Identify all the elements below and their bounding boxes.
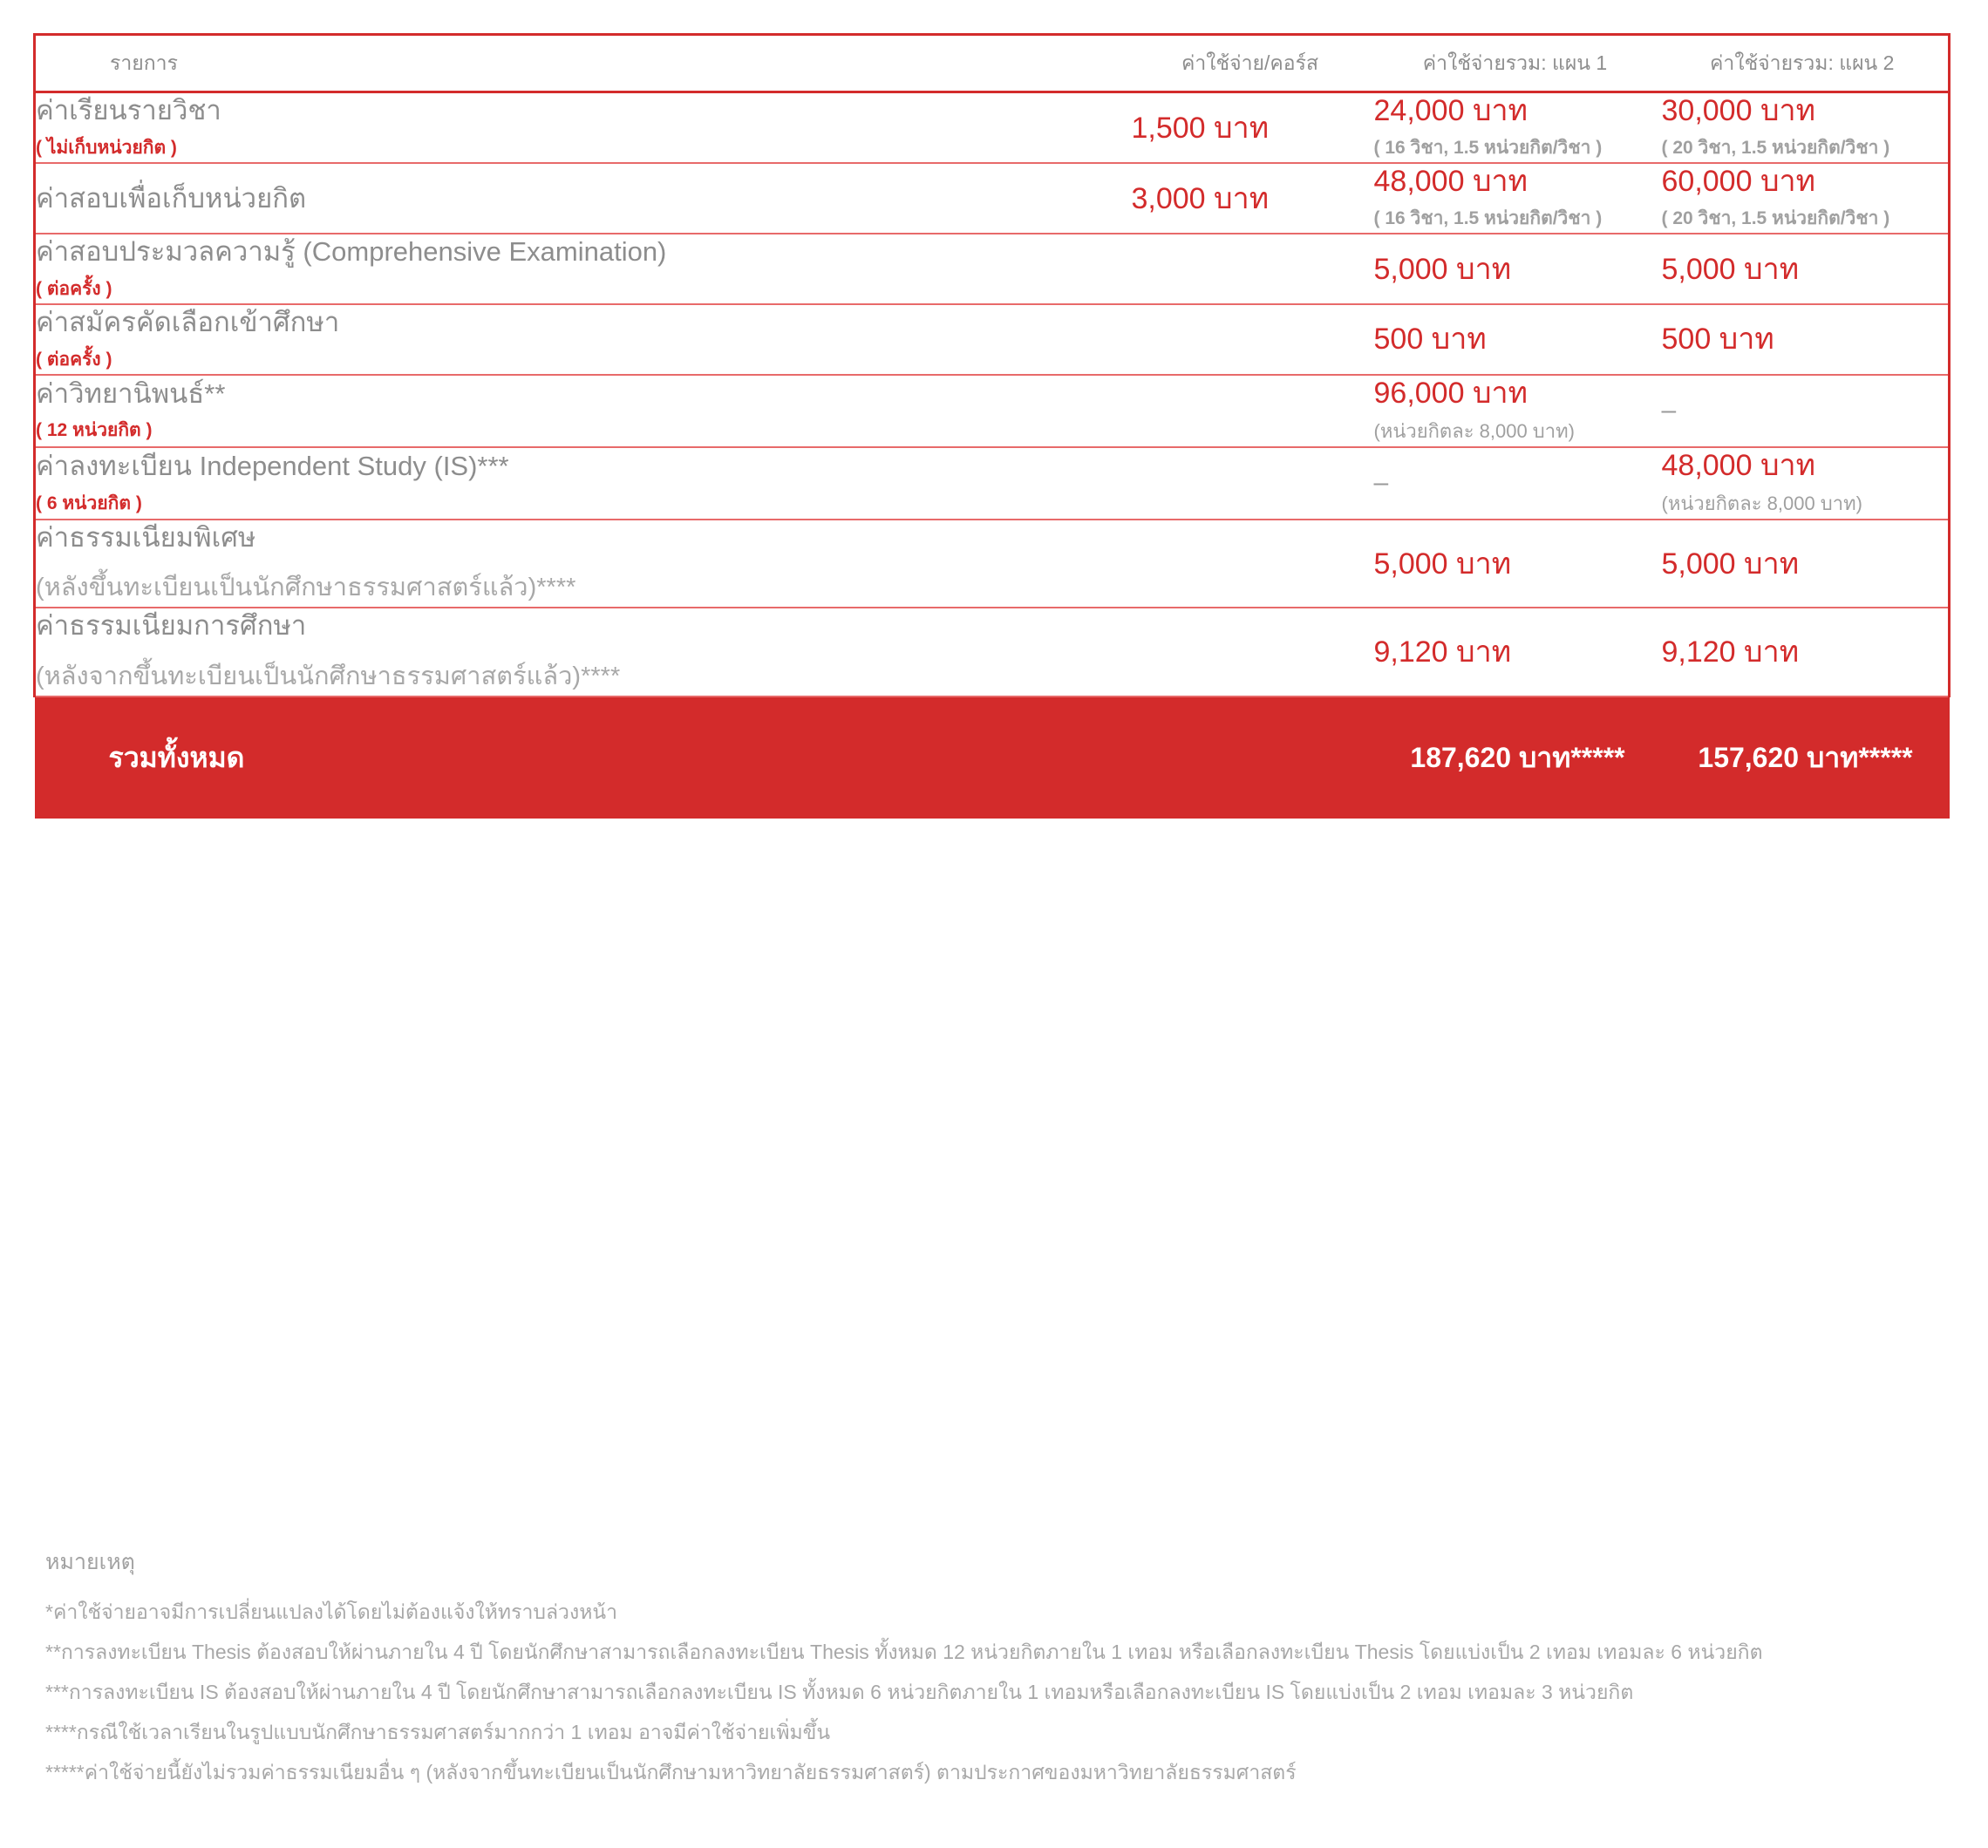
row-item-title: ค่าสอบประมวลความรู้ (Comprehensive Examination) (36, 236, 667, 268)
table-row (35, 447, 1950, 520)
row-plan1-cell (1374, 520, 1662, 608)
row-plan2-value: 9,120 บาท (1661, 635, 1800, 669)
row-plan1-cell (1374, 608, 1662, 696)
total-plan1-cell (1374, 696, 1662, 819)
row-item-title: ค่าลงทะเบียน Independent Study (IS)*** (36, 450, 509, 481)
row-plan2-value: 5,000 บาท (1661, 547, 1800, 581)
table-row (35, 92, 1950, 164)
header-cell-plan2 (1662, 35, 1950, 92)
tuition-fee-table (33, 33, 1951, 819)
row-per-course-cell (1132, 304, 1374, 375)
row-plan2-note: ( 20 วิชา, 1.5 หน่วยกิต/วิชา ) (1661, 208, 1890, 229)
row-plan2-note: (หน่วยกิตละ 8,000 บาท) (1661, 492, 1862, 514)
table-row (35, 520, 1950, 608)
row-plan1-value: 5,000 บาท (1373, 547, 1512, 581)
header-label-item: รายการ (110, 51, 178, 74)
total-row (35, 696, 1950, 819)
table-row (35, 304, 1950, 375)
row-plan2-cell (1662, 608, 1950, 696)
row-plan2-cell (1662, 304, 1950, 375)
row-item-cell (35, 608, 1132, 696)
row-item-title: ค่าสอบเพื่อเก็บหน่วยกิต (36, 182, 307, 214)
row-plan2-cell (1662, 447, 1950, 520)
row-item-subtitle: (หลังขึ้นทะเบียนเป็นนักศึกษาธรรมศาสตร์แล้ว)**** (36, 574, 576, 602)
row-plan1-note: ( 16 วิชา, 1.5 หน่วยกิต/วิชา ) (1373, 208, 1603, 229)
row-item-subtitle: ( 12 หน่วยกิต ) (36, 420, 153, 441)
row-item-cell (35, 304, 1132, 375)
row-plan2-value: – (1661, 396, 1677, 425)
row-item-subtitle: ( 6 หน่วยกิต ) (36, 493, 142, 513)
row-per-course-cell (1132, 92, 1374, 164)
row-plan1-note: (หน่วยกิตละ 8,000 บาท) (1373, 419, 1575, 442)
row-plan2-value: 500 บาท (1661, 323, 1774, 357)
row-plan2-value: 5,000 บาท (1661, 252, 1800, 286)
row-plan1-cell (1374, 92, 1662, 164)
row-item-title: ค่าธรรมเนียมพิเศษ (36, 521, 256, 553)
row-plan1-cell (1374, 234, 1662, 304)
total-plan1-value: 187,620 บาท***** (1410, 742, 1625, 774)
row-plan2-value: 48,000 บาท (1661, 448, 1816, 482)
table-row (35, 608, 1950, 696)
row-plan2-value: 60,000 บาท (1661, 165, 1816, 199)
row-plan1-value: 5,000 บาท (1373, 252, 1512, 286)
row-per-course-cell (1132, 520, 1374, 608)
note-line-2: **การลงทะเบียน Thesis ต้องสอบให้ผ่านภายใน 4 ปี โดยนักศึกษาสามารถเลือกลงทะเบียน Thesis ทั้งหมด 12 หน่วยกิตภายใน 1 เทอม หรือเลือกลงทะเบียน Thesis โดยแบ่งเป็น 2 เทอม เทอมละ 6 หน่วยกิต (45, 1641, 1763, 1663)
row-per-course-value: 1,500 บาท (1131, 111, 1270, 145)
total-per-course-cell (1132, 696, 1374, 819)
header-cell-plan1 (1374, 35, 1662, 92)
row-plan2-value: 30,000 บาท (1661, 94, 1816, 127)
row-item-cell (35, 447, 1132, 520)
row-plan1-cell (1374, 163, 1662, 234)
row-plan2-cell (1662, 92, 1950, 164)
note-line-4: ****กรณีใช้เวลาเรียนในรูปแบบนักศึกษาธรรมศาสตร์มากกว่า 1 เทอม อาจมีค่าใช้จ่ายเพิ่มขึ้น (45, 1721, 831, 1743)
total-plan2-cell (1662, 696, 1950, 819)
total-label-cell (35, 696, 1132, 819)
row-plan2-note: ( 20 วิชา, 1.5 หน่วยกิต/วิชา ) (1661, 138, 1890, 159)
notes-section (45, 1545, 1946, 1803)
header-label-plan1: ค่าใช้จ่ายรวม: แผน 1 (1422, 51, 1608, 74)
row-per-course-value: 3,000 บาท (1131, 181, 1270, 215)
row-plan1-value: 24,000 บาท (1373, 94, 1528, 127)
row-plan1-value: 96,000 บาท (1373, 376, 1528, 410)
row-per-course-cell (1132, 447, 1374, 520)
note-line-5: *****ค่าใช้จ่ายนี้ยังไม่รวมค่าธรรมเนียมอื่น ๆ (หลังจากขึ้นทะเบียนเป็นนักศึกษามหาวิทยาลัยธรรมศาสตร์) ตามประกาศของมหาวิทยาลัยธรรมศาสตร์ (45, 1761, 1297, 1783)
total-plan2-value: 157,620 บาท***** (1698, 742, 1913, 774)
row-plan1-cell (1374, 447, 1662, 520)
row-per-course-cell (1132, 163, 1374, 234)
row-plan2-cell (1662, 234, 1950, 304)
notes-title: หมายเหตุ (45, 1550, 135, 1574)
row-item-cell (35, 92, 1132, 164)
row-item-title: ค่าธรรมเนียมการศึกษา (36, 610, 307, 642)
header-label-per-course: ค่าใช้จ่าย/คอร์ส (1181, 51, 1318, 74)
header-label-plan2: ค่าใช้จ่ายรวม: แผน 2 (1710, 51, 1895, 74)
row-plan1-value: 500 บาท (1373, 323, 1487, 357)
note-line-3: ***การลงทะเบียน IS ต้องสอบให้ผ่านภายใน 4 ปี โดยนักศึกษาสามารถเลือกลงทะเบียน IS ทั้งหมด 6 หน่วยกิตภายใน 1 เทอมหรือเลือกลงทะเบียน IS โดยแบ่งเป็น 2 เทอม เทอมละ 3 หน่วยกิต (45, 1681, 1634, 1703)
row-item-subtitle: (หลังจากขึ้นทะเบียนเป็นนักศึกษาธรรมศาสตร์แล้ว)**** (36, 662, 621, 691)
row-plan2-cell (1662, 163, 1950, 234)
row-item-cell (35, 163, 1132, 234)
row-plan2-cell (1662, 375, 1950, 447)
row-per-course-cell (1132, 608, 1374, 696)
row-item-title: ค่าเรียนรายวิชา (36, 95, 221, 126)
row-plan1-cell (1374, 375, 1662, 447)
header-cell-item (35, 35, 1132, 92)
row-item-cell (35, 234, 1132, 304)
row-item-cell (35, 375, 1132, 447)
table-row (35, 163, 1950, 234)
row-plan1-value: – (1373, 468, 1389, 498)
row-item-cell (35, 520, 1132, 608)
total-label: รวมทั้งหมด (108, 742, 245, 774)
table-row (35, 375, 1950, 447)
header-row (35, 35, 1950, 92)
note-line-1: *ค่าใช้จ่ายอาจมีการเปลี่ยนแปลงได้โดยไม่ต้องแจ้งให้ทราบล่วงหน้า (45, 1600, 617, 1623)
row-plan1-value: 48,000 บาท (1373, 165, 1528, 199)
row-item-subtitle: ( ต่อครั้ง ) (36, 349, 112, 370)
row-plan1-value: 9,120 บาท (1373, 635, 1512, 669)
table-body (35, 92, 1950, 819)
row-plan2-cell (1662, 520, 1950, 608)
row-item-title: ค่าสมัครคัดเลือกเข้าศึกษา (36, 306, 340, 337)
row-item-subtitle: ( ต่อครั้ง ) (36, 278, 112, 299)
table-header (35, 35, 1950, 92)
header-cell-per-course (1132, 35, 1374, 92)
row-plan1-cell (1374, 304, 1662, 375)
row-item-title: ค่าวิทยานิพนธ์** (36, 377, 226, 409)
row-per-course-cell (1132, 234, 1374, 304)
row-item-subtitle: ( ไม่เก็บหน่วยกิต ) (36, 137, 177, 158)
table-row (35, 234, 1950, 304)
row-plan1-note: ( 16 วิชา, 1.5 หน่วยกิต/วิชา ) (1373, 138, 1603, 159)
row-per-course-cell (1132, 375, 1374, 447)
